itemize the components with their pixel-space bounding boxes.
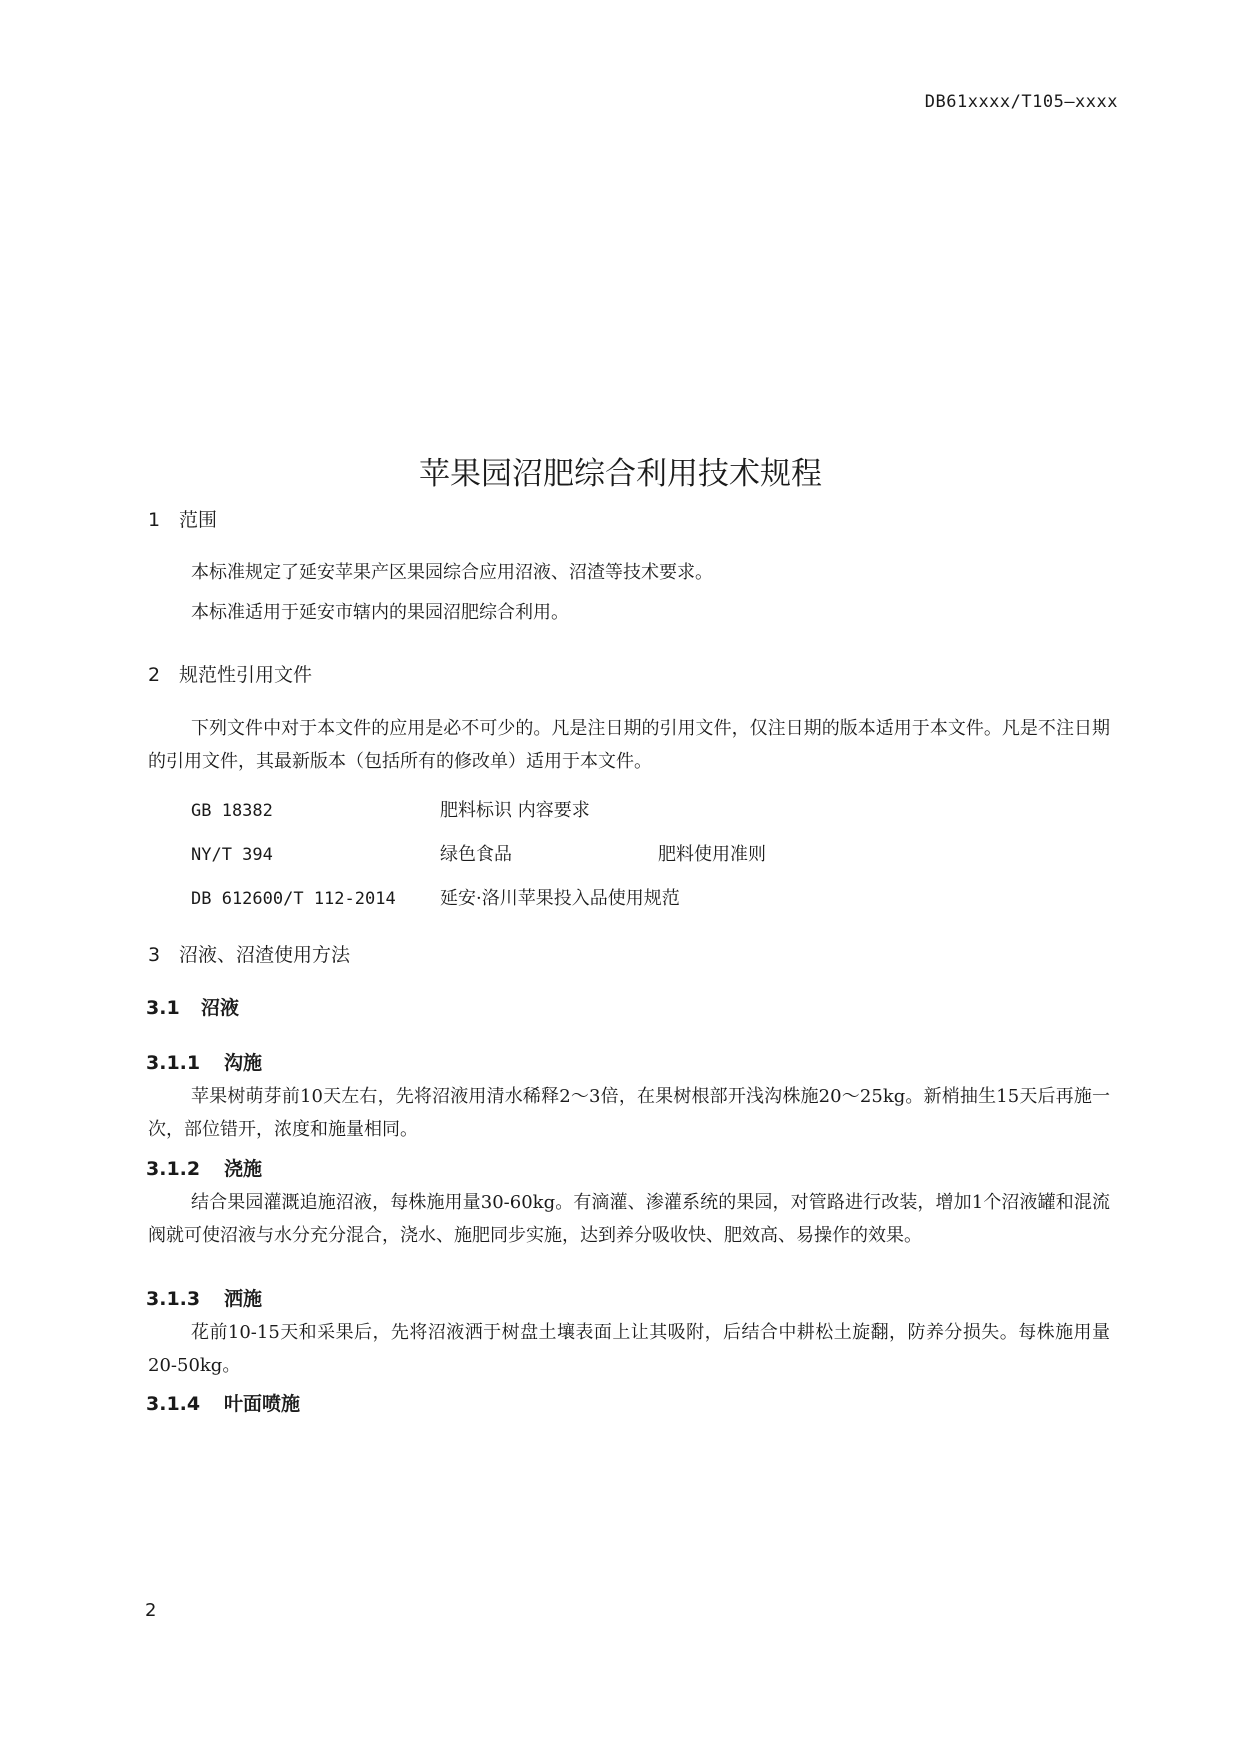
clause-number: 3.1.4 [146,1393,201,1415]
reference-name: 绿色食品 [440,844,512,865]
section-2-heading [148,660,312,687]
subsection-3-1-heading [146,993,239,1020]
clause-number: 3.1.2 [146,1158,201,1180]
section-3-heading [148,940,350,967]
reference-code: GB 18382 [191,801,273,821]
reference-row [191,796,658,822]
reference-row [191,884,680,910]
clause-3-1-1-heading [146,1048,262,1075]
page-number: 2 [145,1600,157,1621]
reference-name: 肥料标识 内容要求 [440,800,590,821]
reference-extra: 肥料使用准则 [658,844,766,865]
section-number: 2 [148,664,161,686]
clause-3-1-3-text: 花前10-15天和采果后，先将沼液洒于树盘土壤表面上让其吸附，后结合中耕松土旋翻，防养分损失。每株施用量20-50kg。 [148,1322,1110,1376]
reference-code: NY/T 394 [191,845,273,865]
clause-title: 洒施 [224,1288,263,1310]
clause-title: 浇施 [224,1158,263,1180]
subsection-title: 沼液 [201,997,240,1019]
clause-3-1-4-heading [146,1389,300,1416]
clause-title: 沟施 [224,1052,263,1074]
section-title: 范围 [179,509,218,531]
clause-number: 3.1.3 [146,1288,201,1310]
section-2-paragraph: 下列文件中对于本文件的应用是必不可少的。凡是注日期的引用文件，仅注日期的版本适用于本文件。凡是不注日期的引用文件，其最新版本（包括所有的修改单）适用于本文件。 [148,718,1110,772]
clause-3-1-2-heading [146,1154,262,1181]
reference-code: DB 612600/T 112-2014 [191,889,396,909]
document-title: 苹果园沼肥综合利用技术规程 [419,456,822,492]
document-code: DB61xxxx/T105—xxxx [924,92,1118,112]
clause-3-1-3-heading [146,1284,262,1311]
clause-3-1-1-text: 苹果树萌芽前10天左右，先将沼液用清水稀释2～3倍，在果树根部开浅沟株施20～25kg。新梢抽生15天后再施一次，部位错开，浓度和施量相同。 [148,1086,1110,1140]
section-number: 1 [148,509,161,531]
section-1-heading [148,505,217,532]
clause-number: 3.1.1 [146,1052,201,1074]
section-1-paragraph-2: 本标准适用于延安市辖内的果园沼肥综合利用。 [191,602,569,623]
reference-row [191,840,766,866]
section-title: 规范性引用文件 [179,664,313,686]
section-number: 3 [148,944,161,966]
section-title: 沼液、沼渣使用方法 [179,944,351,966]
subsection-number: 3.1 [146,997,180,1019]
reference-name: 延安·洛川苹果投入品使用规范 [440,888,680,909]
clause-3-1-2-text: 结合果园灌溉追施沼液，每株施用量30-60kg。有滴灌、渗灌系统的果园，对管路进行改装，增加1个沼液罐和混流阀就可使沼液与水分充分混合，浇水、施肥同步实施，达到养分吸收快、肥效高、易操作的效果。 [148,1192,1110,1246]
section-1-paragraph-1: 本标准规定了延安苹果产区果园综合应用沼液、沼渣等技术要求。 [191,562,713,583]
clause-title: 叶面喷施 [224,1393,301,1415]
